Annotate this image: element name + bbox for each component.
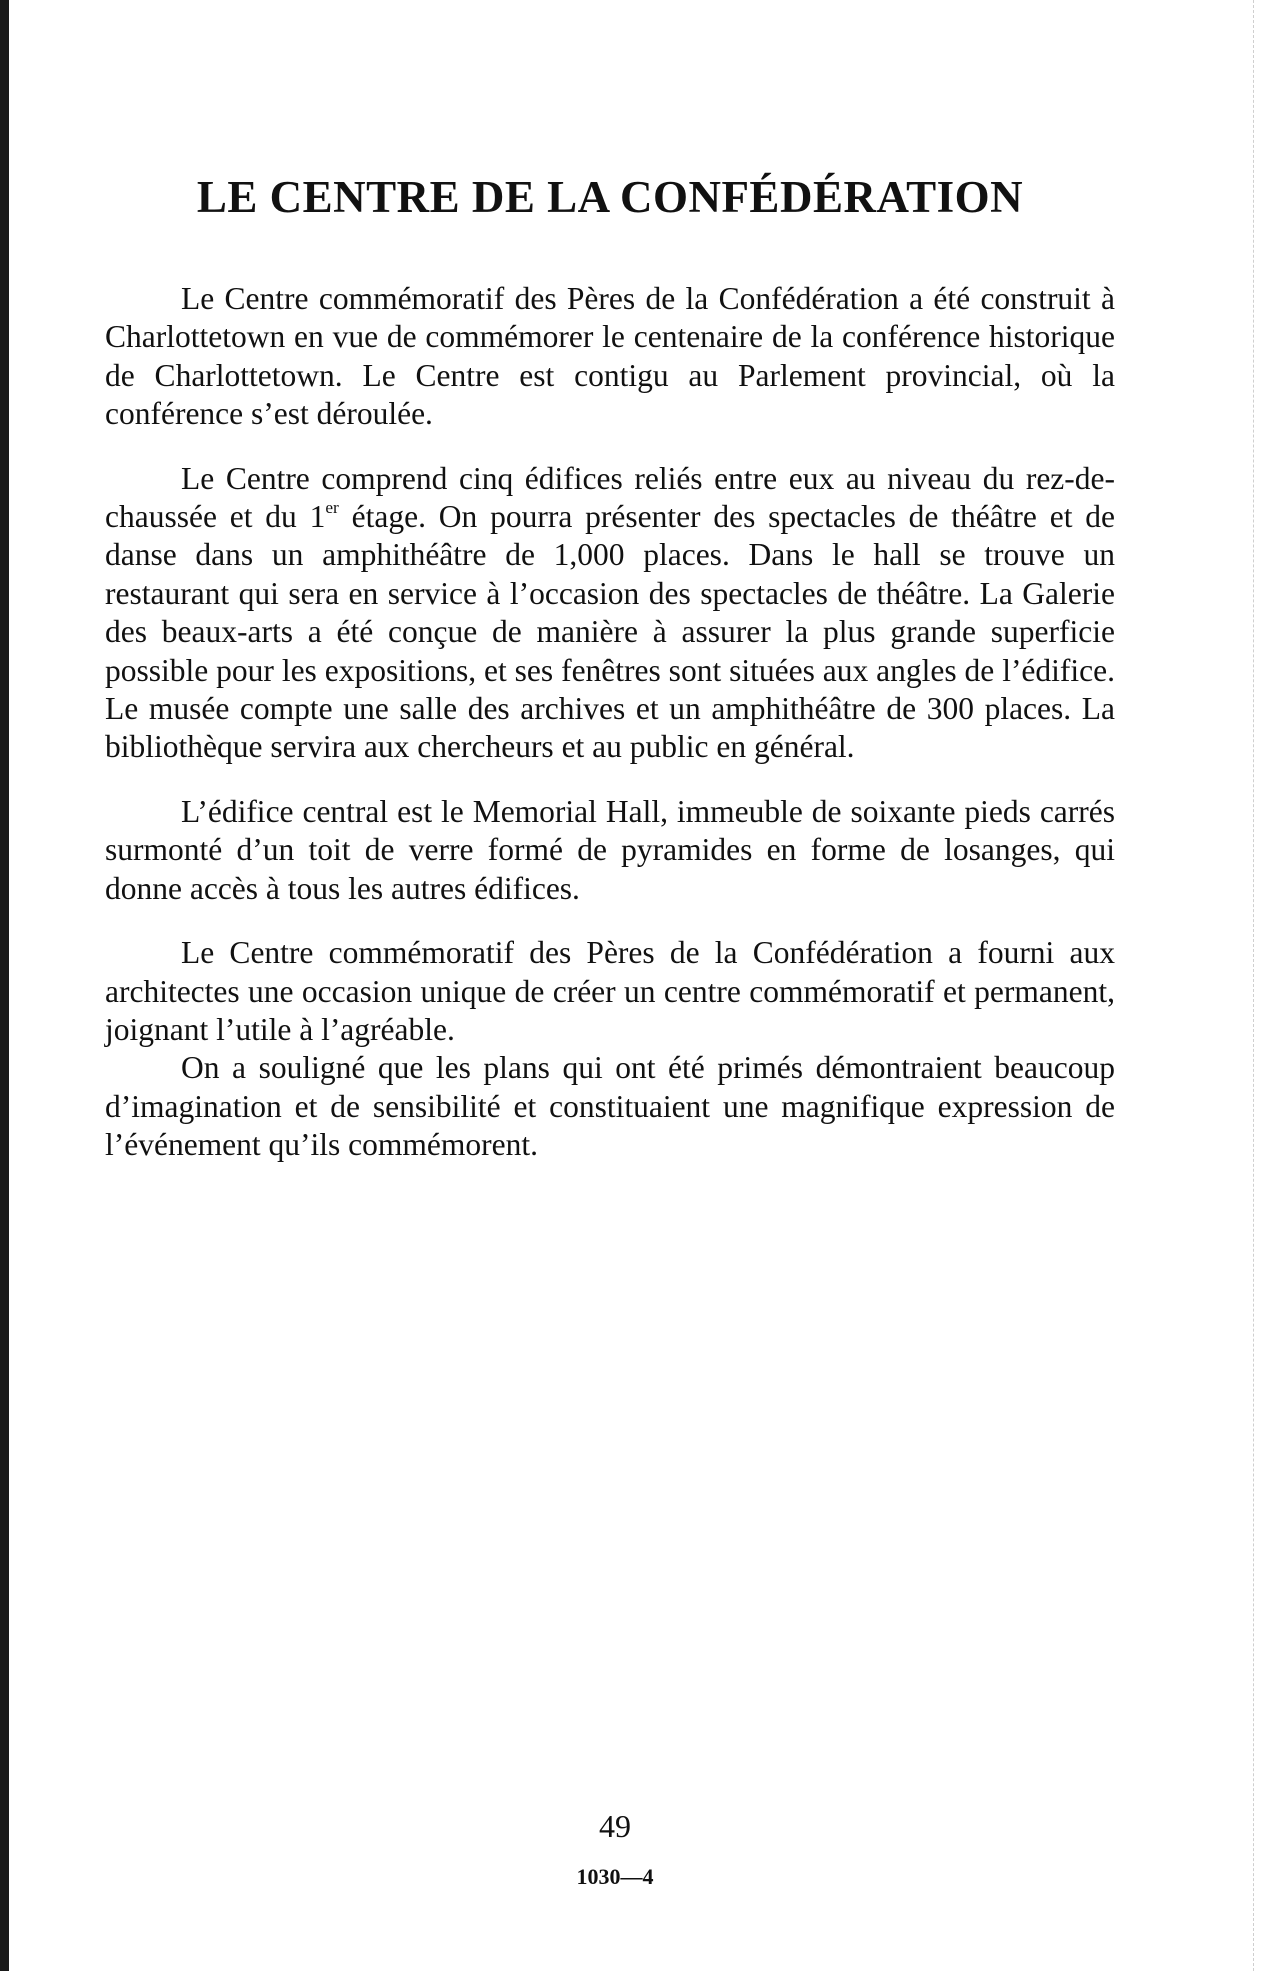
paragraph-5: On a souligné que les plans qui ont été primés démontraient beaucoup d’imagination et de sensibilité et constituaient une magnifique expression de l’événement qu’ils commémorent.	[105, 1050, 1115, 1163]
document-page	[105, 170, 1115, 1191]
paragraph-2-text-end: étage. On pourra présenter des spectacles de théâtre et de danse dans un amphithéâtre de 1,000 places. Dans le hall se trouve un restaurant qui sera en service à l’occasion des spectacles de théâtre. La Galerie des beaux-arts a été conçue de manière à assurer la plus grande superficie possible pour les expositions, et ses fenêtres sont situées aux angles de l’édifice. Le musée compte une salle des archives et un amphithéâtre de 300 places. La bibliothèque servira aux chercheurs et au public en général.	[105, 499, 1115, 765]
scan-edge-border	[0, 0, 9, 1971]
paragraph-1: Le Centre commémoratif des Pères de la Confédération a été construit à Charlottetown en vue de commémorer le centenaire de la conférence historique de Charlottetown. Le Centre est contigu au Parlement provincial, où la conférence s’est déroulée.	[105, 281, 1115, 432]
paragraph-3: L’édifice central est le Memorial Hall, immeuble de soixante pieds carrés surmonté d’un toit de verre formé de pyramides en forme de losanges, qui donne accès à tous les autres édifices.	[105, 793, 1115, 906]
page-title: LE CENTRE DE LA CONFÉDÉRATION	[196, 172, 1024, 222]
paragraph-4: Le Centre commémoratif des Pères de la Confédération a fourni aux architectes une occasion unique de créer un centre commémoratif et permanent, joignant l’utile à l’agréable.	[105, 935, 1115, 1047]
superscript-er: er	[325, 498, 339, 518]
paragraph-2-text-start: Le Centre comprend cinq édifices reliés entre eux au niveau du rez-de-chaussée et du 1	[105, 460, 1115, 535]
print-code: 1030—4	[576, 1864, 654, 1889]
paragraph-2	[105, 460, 1115, 767]
scan-right-rule	[1253, 0, 1254, 1971]
page-number: 49	[599, 1808, 631, 1844]
